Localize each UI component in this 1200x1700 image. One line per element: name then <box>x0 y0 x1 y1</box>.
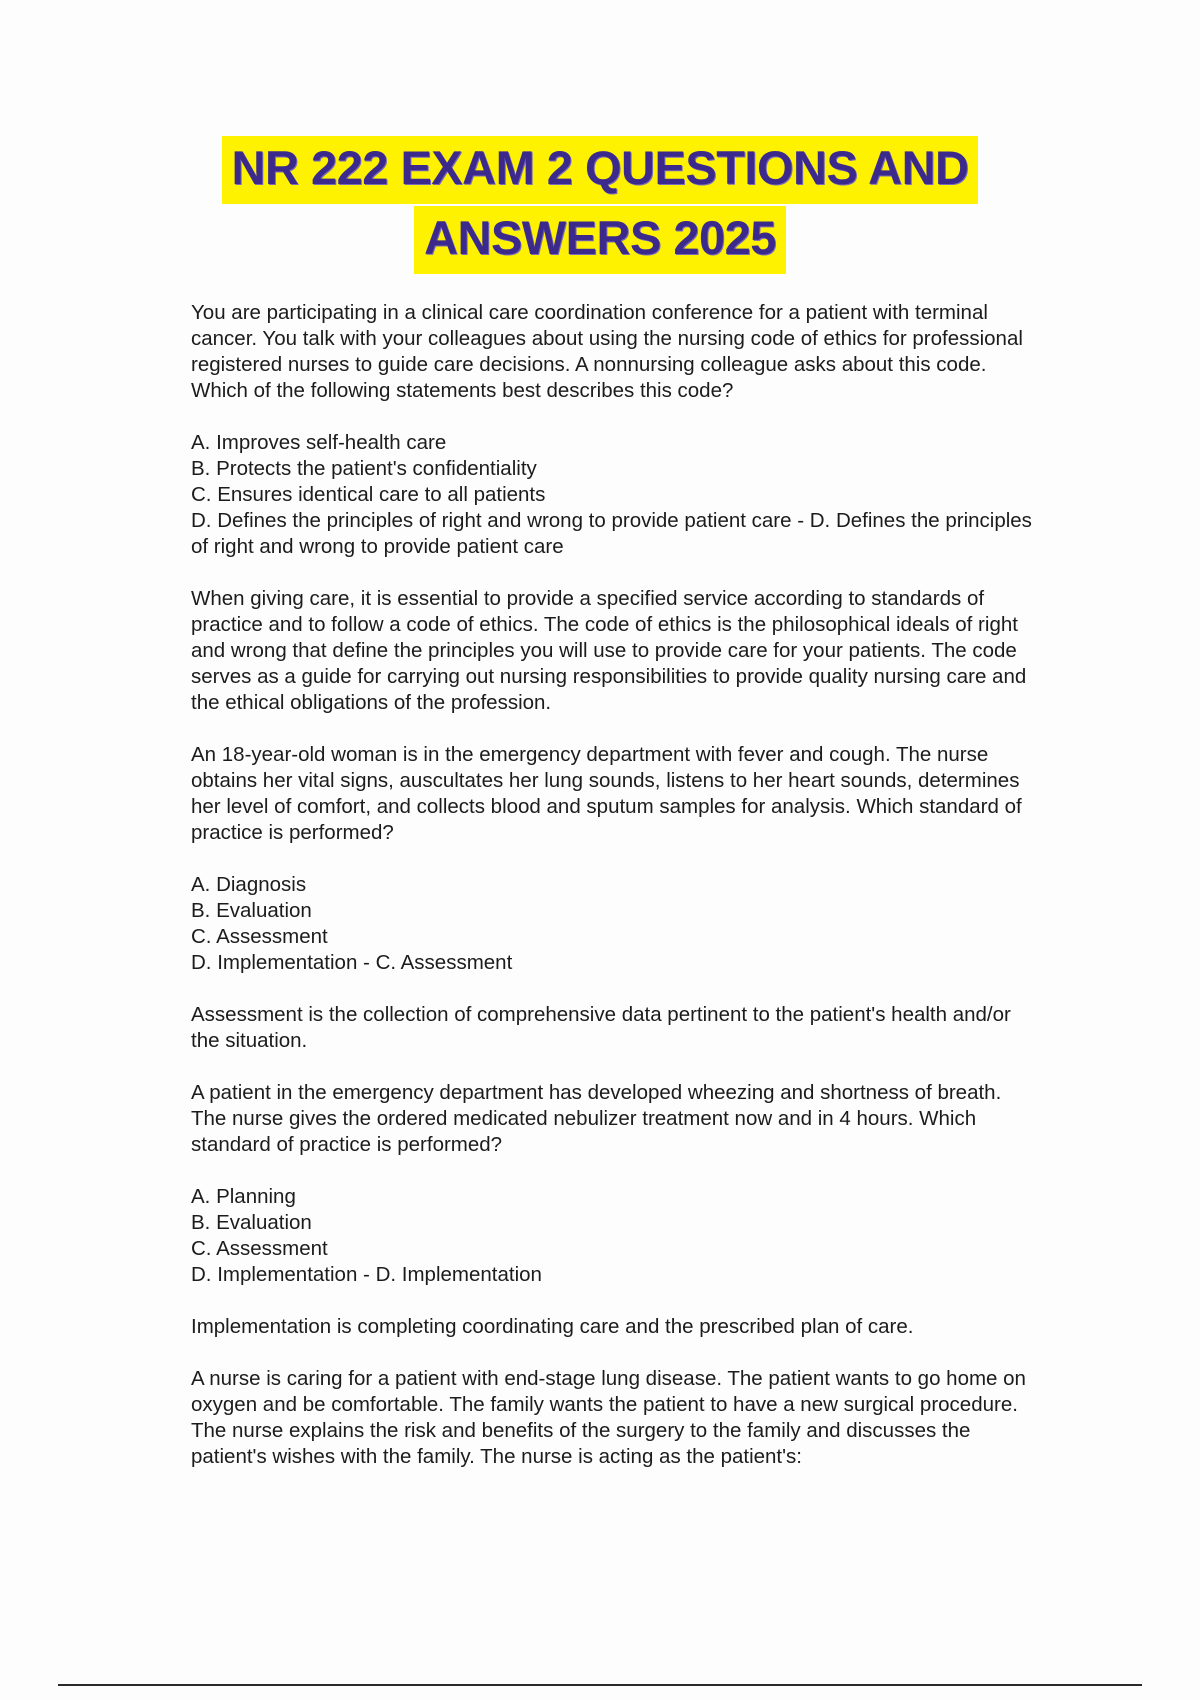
question-2-option-c: C. Assessment <box>191 925 328 948</box>
page-bottom-rule <box>58 1684 1142 1686</box>
title-line-2: ANSWERS 2025 <box>414 206 786 274</box>
question-2-option-a: A. Diagnosis <box>191 873 307 896</box>
question-2-option-b: B. Evaluation <box>191 899 312 922</box>
question-1-rationale: When giving care, it is essential to provide a specified service according to standards of practice and to follow a code of ethics. The code of ethics is the philosophical ideals of right and wrong that define the principles you will use to provide care for your patients. The code serves as a guide for carrying out nursing responsibilities to provide quality nursing care and the ethical obligations of the profession. <box>191 587 1027 714</box>
question-2-option-d: D. Implementation - C. Assessment <box>191 951 513 974</box>
question-1-options <box>191 430 1041 560</box>
question-3-option-a: A. Planning <box>191 1185 296 1208</box>
question-3-text: A patient in the emergency department has developed wheezing and shortness of breath. The nurse gives the ordered medicated nebulizer treatment now and in 4 hours. Which standard of practice is performed? <box>191 1081 1002 1156</box>
question-1-option-a: A. Improves self-health care <box>191 431 447 454</box>
question-1-text: You are participating in a clinical care coordination conference for a patient with terminal cancer. You talk with your colleagues about using the nursing code of ethics for professional registered nurses to guide care decisions. A nonnursing colleague asks about this code. Which of the following statements best describes this code? <box>191 301 1023 402</box>
question-1-option-b: B. Protects the patient's confidentiality <box>191 457 537 480</box>
question-1-option-d: D. Defines the principles of right and wrong to provide patient care - D. Defines the principles of right and wrong to provide patient care <box>191 509 1032 558</box>
question-3-option-d: D. Implementation - D. Implementation <box>191 1263 542 1286</box>
question-4-text: A nurse is caring for a patient with end-stage lung disease. The patient wants to go home on oxygen and be comfortable. The family wants the patient to have a new surgical procedure. The nurse explains the risk and benefits of the surgery to the family and discusses the patient's wishes with the family. The nurse is acting as the patient's: <box>191 1367 1026 1468</box>
question-2-options <box>191 872 1041 976</box>
question-2-rationale: Assessment is the collection of comprehensive data pertinent to the patient's health and/or the situation. <box>191 1003 1011 1052</box>
question-3-options <box>191 1184 1041 1288</box>
document-title <box>0 136 1200 274</box>
document-body <box>191 300 1041 1496</box>
question-3-option-c: C. Assessment <box>191 1237 328 1260</box>
question-2-text: An 18-year-old woman is in the emergency department with fever and cough. The nurse obtains her vital signs, auscultates her lung sounds, listens to her heart sounds, determines her level of comfort, and collects blood and sputum samples for analysis. Which standard of practice is performed? <box>191 743 1022 844</box>
question-1-option-c: C. Ensures identical care to all patients <box>191 483 546 506</box>
question-3-rationale: Implementation is completing coordinating care and the prescribed plan of care. <box>191 1315 914 1338</box>
title-line-1: NR 222 EXAM 2 QUESTIONS AND <box>222 136 979 204</box>
question-3-option-b: B. Evaluation <box>191 1211 312 1234</box>
